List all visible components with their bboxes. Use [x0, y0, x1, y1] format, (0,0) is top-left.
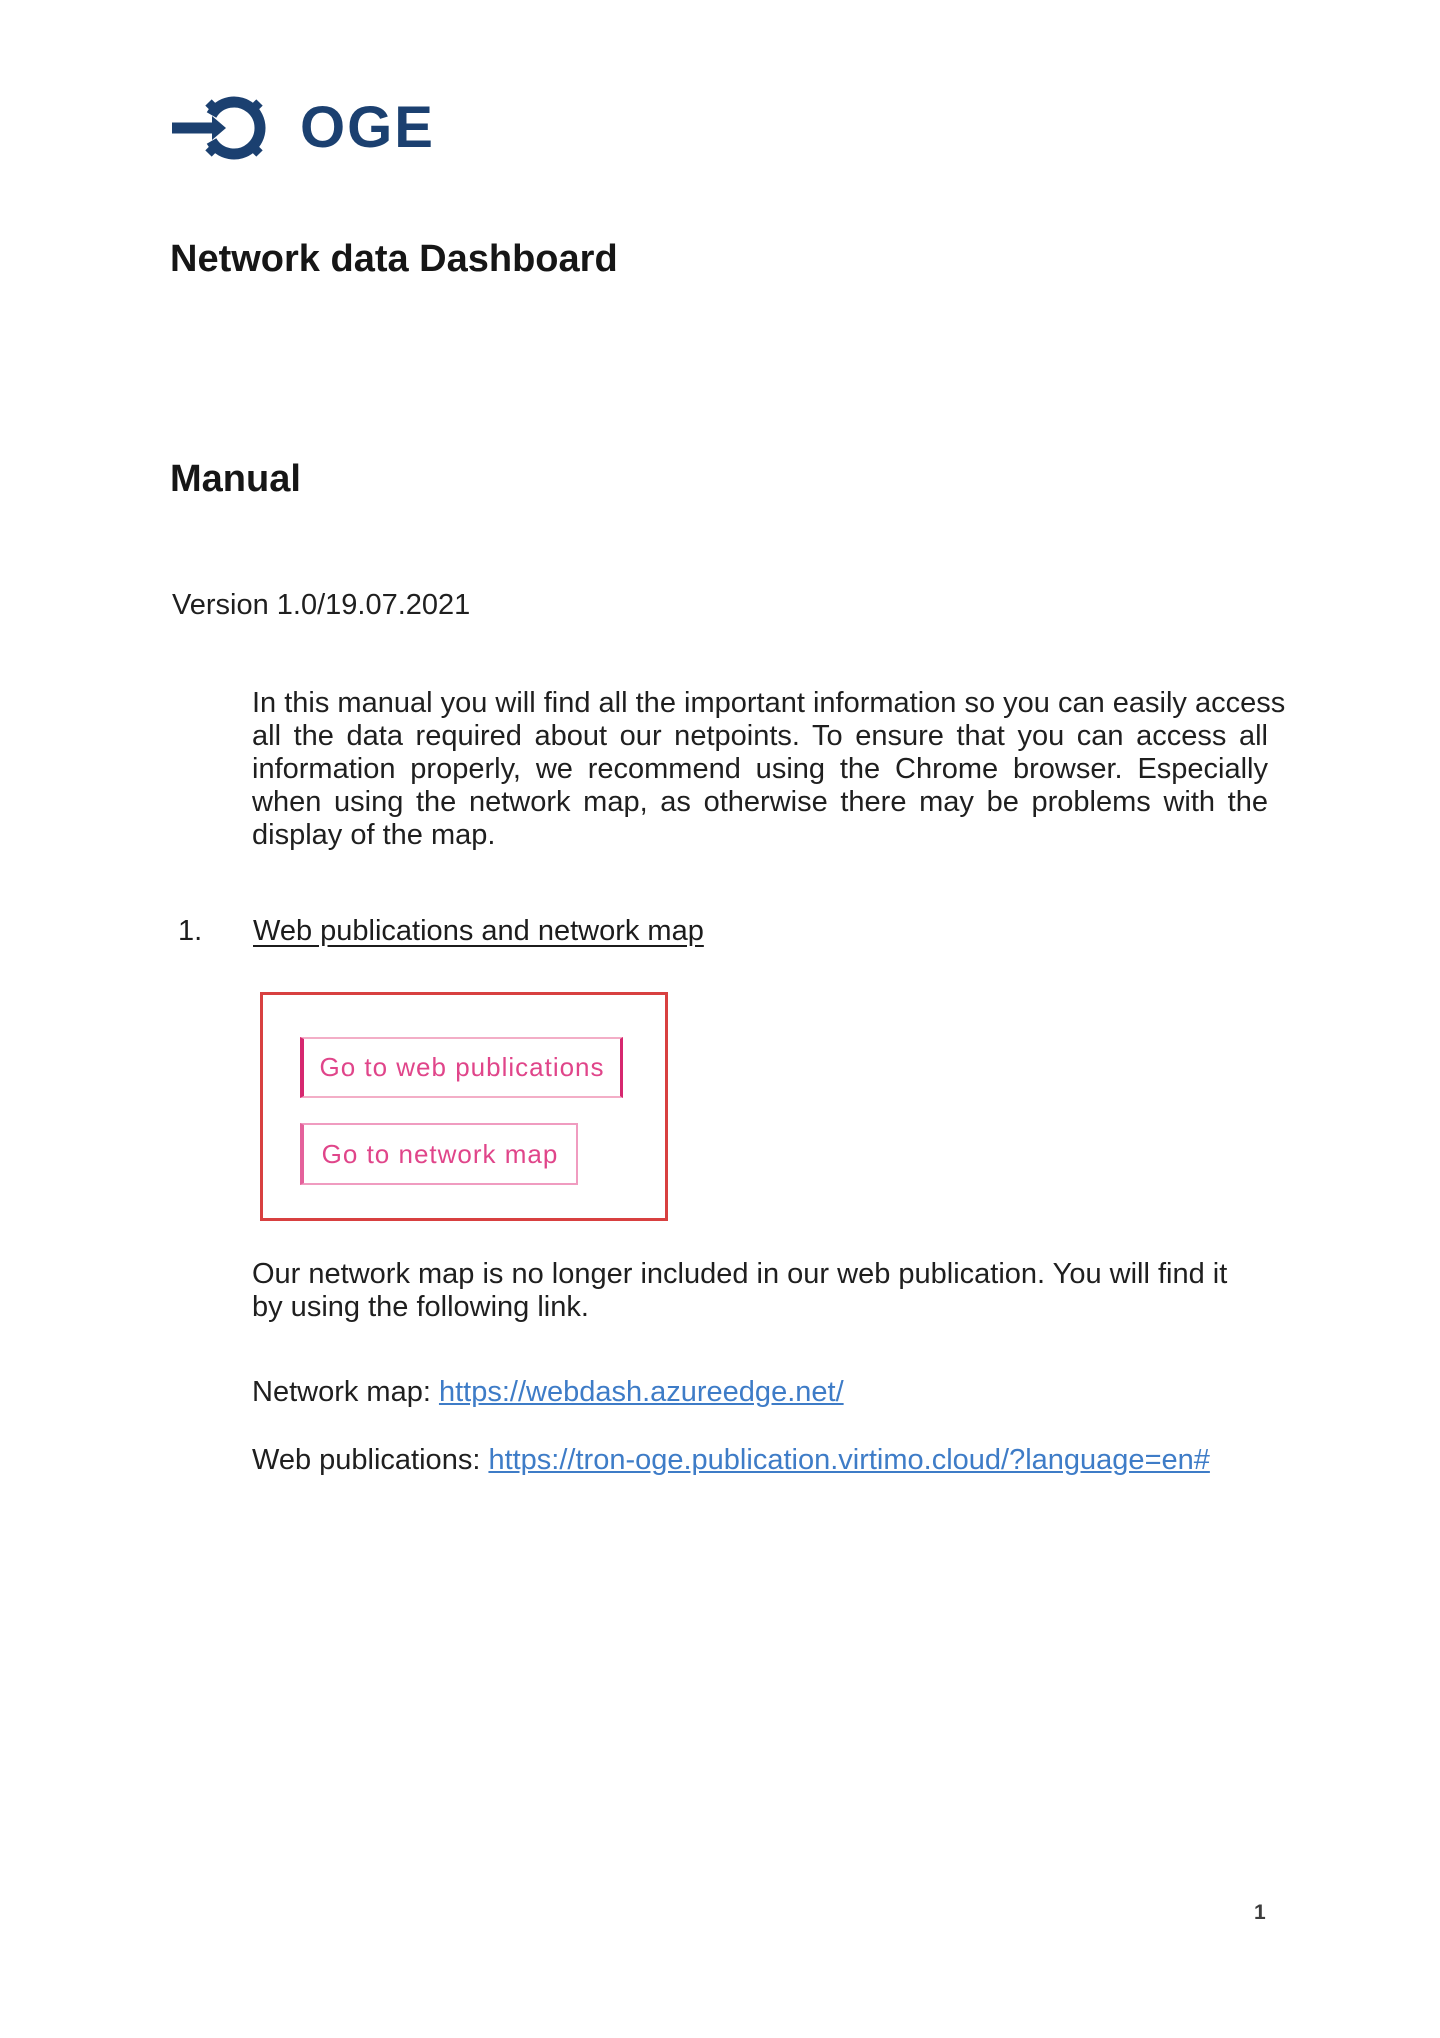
intro-line: display of the map.	[252, 819, 496, 851]
logo-wordmark: OGE	[300, 95, 435, 160]
web-publications-link-line	[252, 1444, 1210, 1477]
map-note-line: Our network map is no longer included in our web publication. You will find it	[252, 1258, 1228, 1290]
network-map-link-line	[252, 1376, 844, 1409]
map-note-line: by using the following link.	[252, 1291, 589, 1323]
section-number: 1.	[178, 915, 203, 947]
web-publications-label: Web publications:	[252, 1444, 489, 1476]
web-publications-link[interactable]: https://tron-oge.publication.virtimo.cloud/?language=en#	[488, 1444, 1210, 1476]
button-screenshot-box	[260, 992, 668, 1221]
version-text: Version 1.0/19.07.2021	[172, 589, 471, 621]
intro-line: In this manual you will find all the important information so you can easily access	[252, 687, 1286, 719]
manual-heading: Manual	[170, 458, 301, 500]
oge-pipe-arrow-icon	[172, 88, 276, 168]
intro-line: when using the network map, as otherwise there may be problems with the	[252, 786, 1268, 818]
network-map-link[interactable]: https://webdash.azureedge.net/	[438, 1376, 844, 1408]
section-heading	[178, 915, 704, 948]
intro-paragraph	[252, 687, 1286, 852]
network-map-label: Network map:	[252, 1376, 439, 1408]
oge-logo	[172, 88, 435, 168]
go-to-web-publications-button[interactable]: Go to web publications	[300, 1037, 623, 1098]
go-to-network-map-button[interactable]: Go to network map	[300, 1123, 578, 1185]
page-title: Network data Dashboard	[170, 238, 618, 280]
intro-line: all the data required about our netpoints. To ensure that you can access all	[252, 720, 1268, 752]
section-title: Web publications and network map	[253, 915, 704, 947]
page-number: 1	[1254, 1901, 1266, 1924]
intro-line: information properly, we recommend using the Chrome browser. Especially	[252, 753, 1268, 785]
map-note-paragraph	[252, 1258, 1227, 1324]
